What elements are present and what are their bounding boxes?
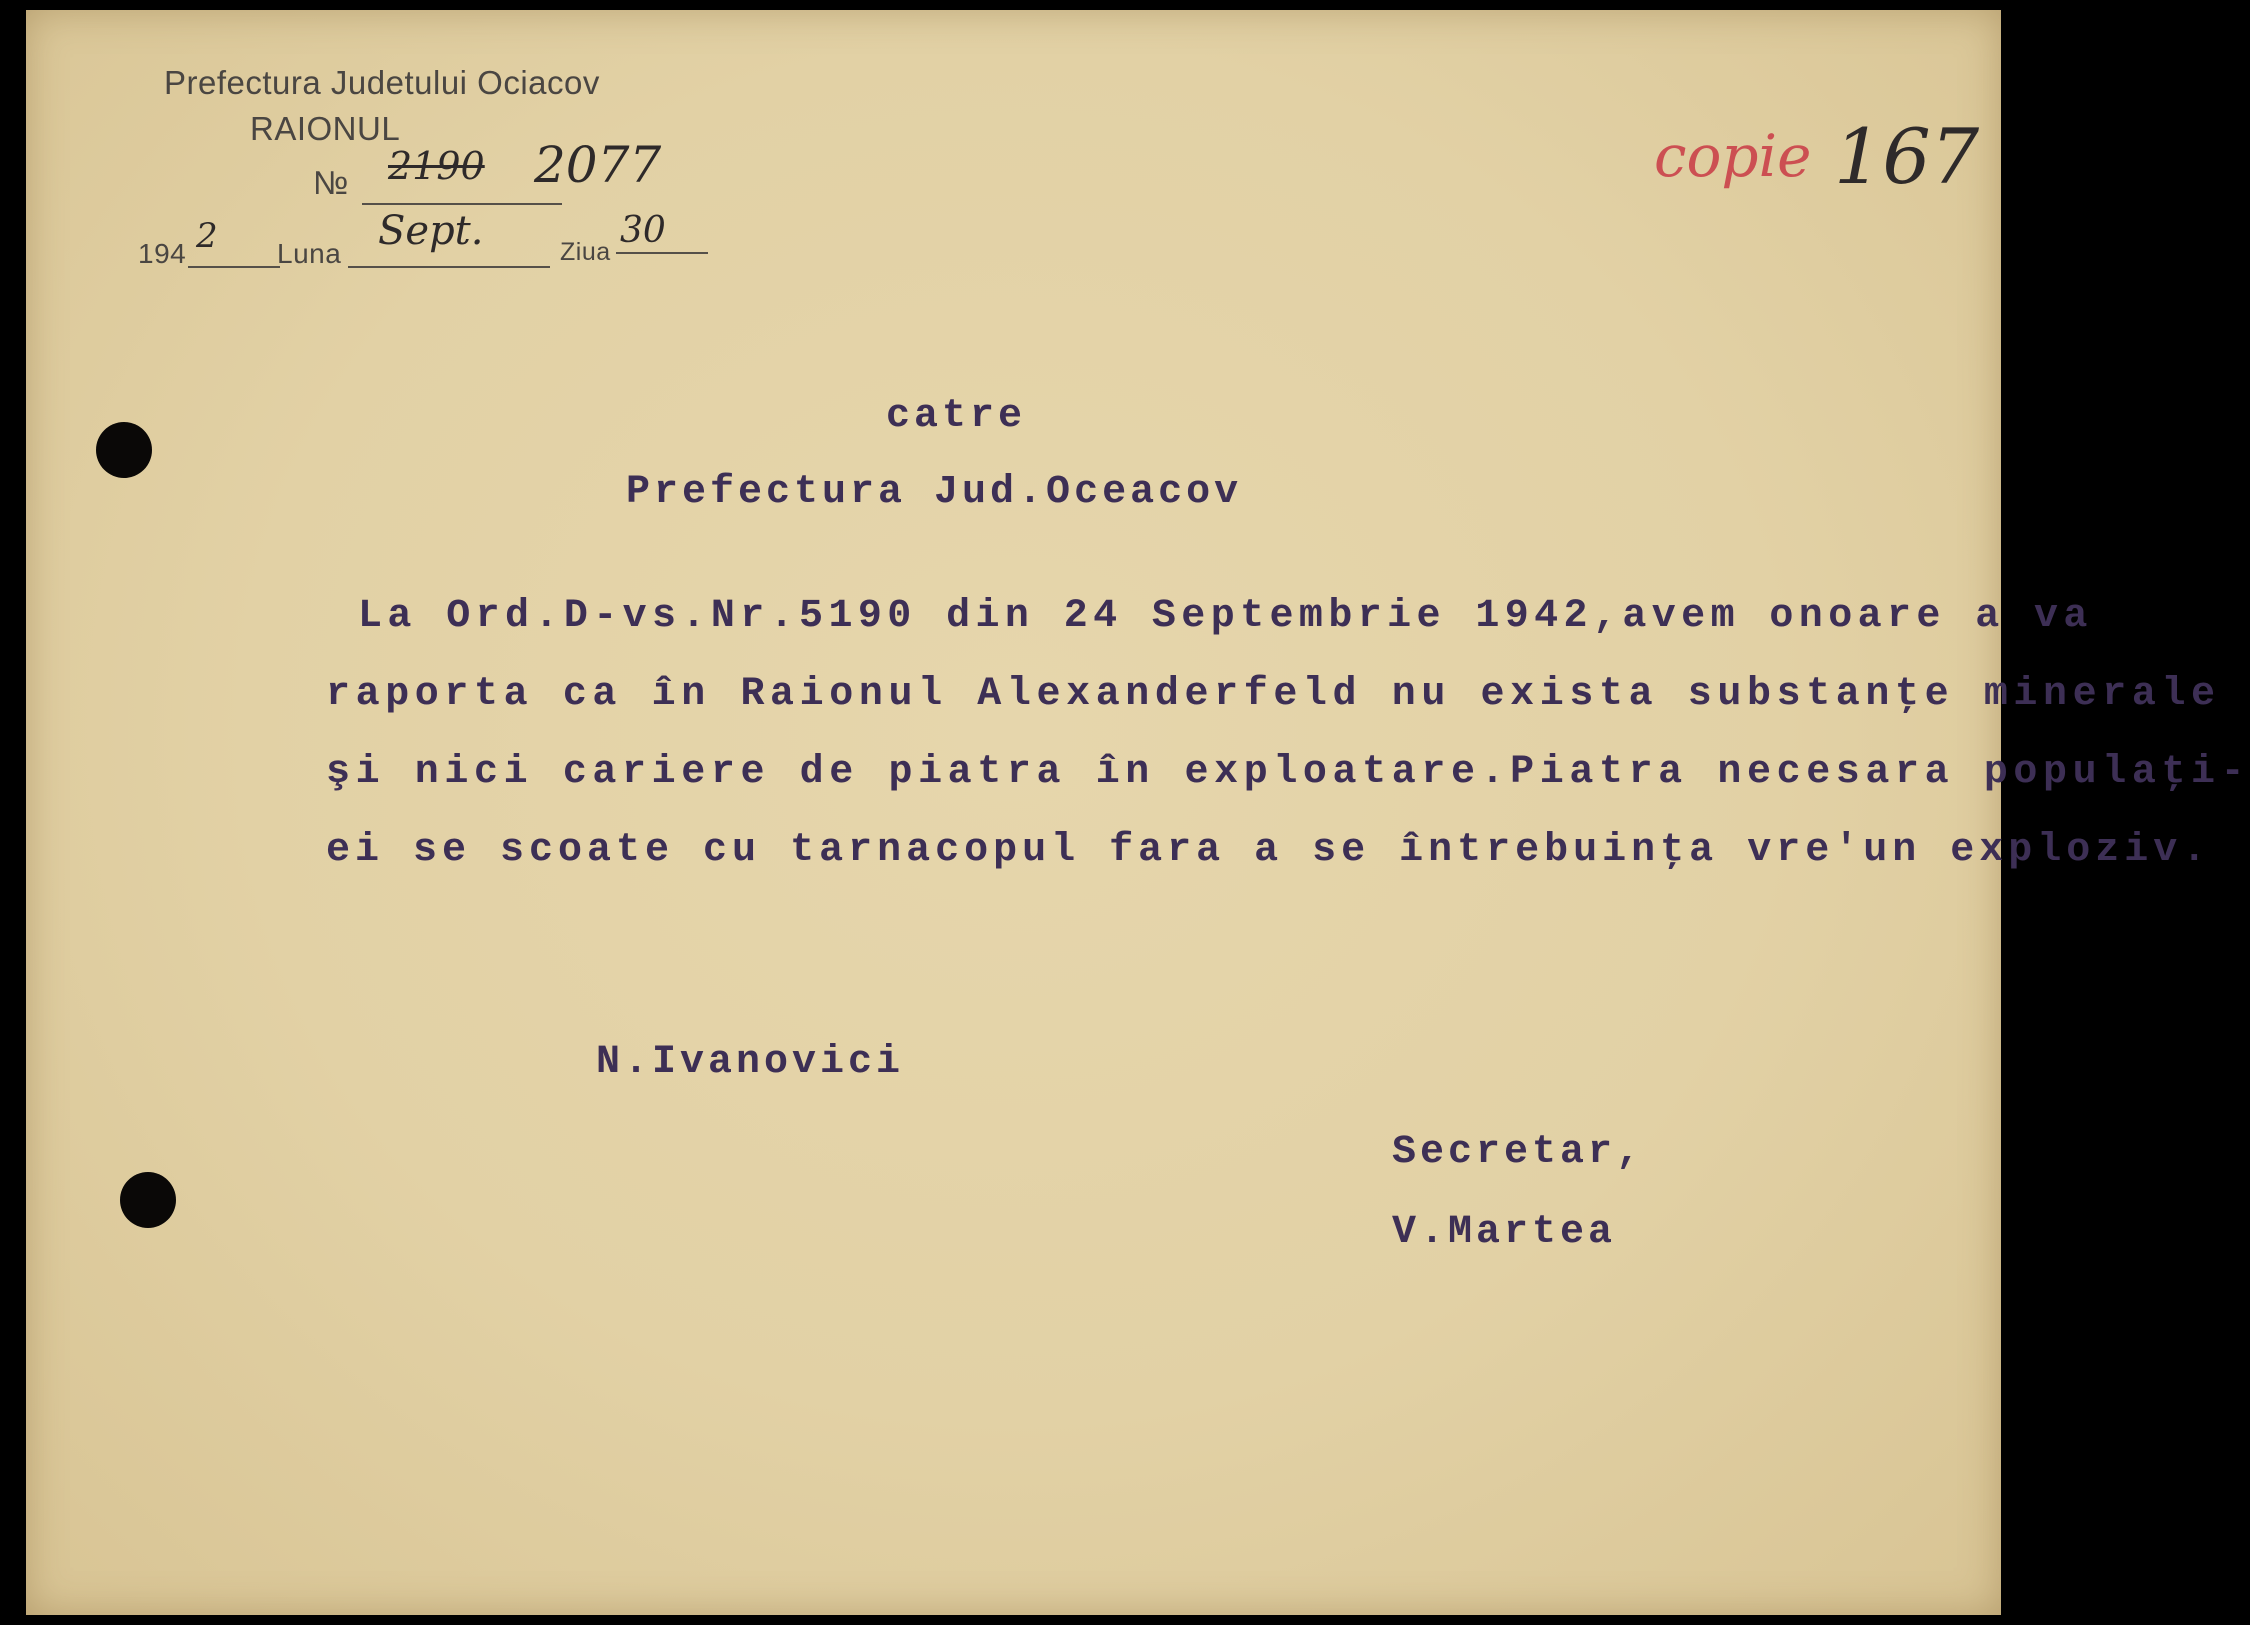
year-underline [188,266,280,268]
number-struck: 2190 [388,144,485,188]
number-handwritten: 2077 [534,136,662,194]
day-handwritten: 30 [620,210,666,251]
signatory-2-title: Secretar, [1392,1130,1645,1175]
stamp-number-label: № [313,164,349,201]
signatory-1: N.Ivanovici [596,1040,905,1085]
punch-hole-bottom [120,1172,176,1228]
year-suffix-handwritten: 2 [196,216,218,256]
letter-body-line: La Ord.D-vs.Nr.5190 din 24 Septembrie 1942,avem onoare a va [358,594,2093,639]
document-page [26,10,2250,1615]
letter-recipient: Prefectura Jud.Oceacov [626,470,1243,515]
letter-body-line: raporta ca în Raionul Alexanderfeld nu exista substanţe minerale [326,672,2221,717]
letter-body-line: şi nici cariere de piatra în exploatare.Piatra necesara populaţi- [326,750,2250,795]
month-underline [348,266,550,268]
stamp-district: RAIONUL [250,110,401,147]
number-underline [362,203,562,205]
month-handwritten: Sept. [378,208,484,254]
signatory-2-name: V.Martea [1392,1210,1617,1255]
stamp-year-prefix: 194 [138,238,187,269]
stamp-day-label: Ziua [560,238,611,266]
day-underline [616,252,708,254]
copie-annotation: copie [1654,122,1812,190]
stamp-month-label: Luna [277,238,342,269]
punch-hole-top [96,422,152,478]
letter-salutation: catre [886,394,1027,439]
stamp-institution: Prefectura Judetului Ociacov [164,64,600,101]
page-number-handwritten: 167 [1834,112,1980,201]
letter-body-line: ei se scoate cu tarnacopul fara a se întrebuinţa vre'un exploziv. [326,828,2212,873]
